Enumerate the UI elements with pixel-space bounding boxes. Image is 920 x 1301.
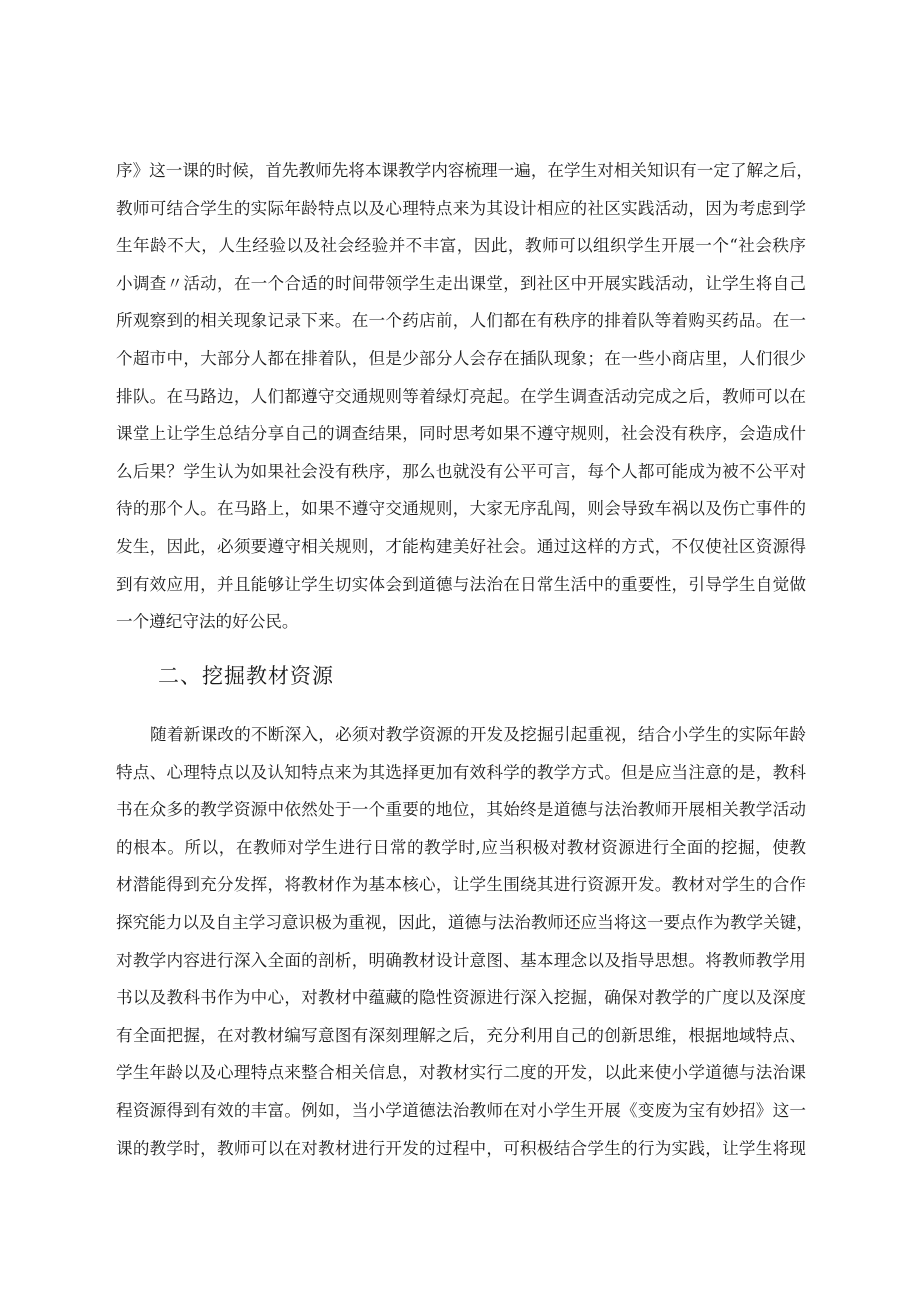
text-line: 书在众多的教学资源中依然处于一个重要的地位，其始终是道德与法治教师开展相关教学活动 (116, 800, 806, 820)
text-line: 课堂上让学生总结分享自己的调查结果，同时思考如果不遵守规则，社会没有秩序，会造成什 (116, 424, 806, 444)
text-line: 随着新课改的不断深入，必须对教学资源的开发及挖掘引起重视，结合小学生的实际年龄 (150, 725, 806, 744)
text-line: 生年龄不大，人生经验以及社会经验并不丰富，因此，教师可以组织学生开展一个“社会秩序 (116, 236, 806, 256)
text-line: 的根本。所以，在教师对学生进行日常的教学时,应当积极对教材资源进行全面的挖掘，使教 (116, 837, 806, 857)
text-line: 材潜能得到充分发挥，将教材作为基本核心，让学生围绕其进行资源开发。教材对学生的合作 (116, 875, 806, 895)
text-line: 学生年龄以及心理特点来整合相关信息，对教材实行二度的开发，以此来使小学道德与法治课 (116, 1063, 806, 1083)
section-heading: 二、挖掘教材资源 (158, 664, 334, 688)
text-line: 到有效应用，并且能够让学生切实体会到道德与法治在日常生活中的重要性，引导学生自觉做 (116, 574, 806, 594)
text-line: 教师可结合学生的实际年龄特点以及心理特点来为其设计相应的社区实践活动，因为考虑到学 (116, 198, 806, 218)
text-line: 排队。在马路边，人们都遵守交通规则等着绿灯亮起。在学生调查活动完成之后，教师可以在 (116, 386, 806, 406)
text-line: 程资源得到有效的丰富。例如，当小学道德法治教师在对小学生开展《变废为宝有妙招》这一 (116, 1100, 806, 1120)
text-line: 课的教学时，教师可以在对教材进行开发的过程中，可积极结合学生的行为实践，让学生将现 (116, 1138, 806, 1158)
text-line: 个超市中，大部分人都在排着队，但是少部分人会存在插队现象；在一些小商店里，人们很少 (116, 348, 806, 368)
text-line: 书以及教科书作为中心，对教材中蕴藏的隐性资源进行深入挖掘，确保对教学的广度以及深度 (116, 988, 806, 1008)
text-line: 么后果？学生认为如果社会没有秩序，那么也就没有公平可言，每个人都可能成为被不公平对 (116, 461, 806, 481)
text-line: 特点、心理特点以及认知特点来为其选择更加有效科学的教学方式。但是应当注意的是，教科 (116, 762, 806, 782)
text-line: 小调查〃活动，在一个合适的时间带领学生走出课堂，到社区中开展实践活动，让学生将自己 (116, 273, 806, 293)
text-line: 序》这一课的时候，首先教师先将本课教学内容梳理一遍，在学生对相关知识有一定了解之后， (116, 161, 813, 180)
text-line: 待的那个人。在马路上，如果不遵守交通规则，大家无序乱闯，则会导致车祸以及伤亡事件的 (116, 499, 806, 519)
text-line: 发生，因此，必须要遵守相关规则，才能构建美好社会。通过这样的方式，不仅使社区资源得 (116, 536, 806, 556)
paragraph-community-practice (116, 152, 813, 641)
text-line: 有全面把握，在对教材编写意图有深刻理解之后，充分利用自己的创新思维，根据地域特点、 (116, 1025, 806, 1045)
text-line: 探究能力以及自主学习意识极为重视，因此，道德与法治教师还应当将这一要点作为教学关键， (116, 912, 813, 932)
text-line: 对教学内容进行深入全面的剖析，明确教材设计意图、基本理念以及指导思想。将教师教学用 (116, 950, 806, 970)
text-line: 一个遵纪守法的好公民。 (116, 612, 299, 632)
text-line: 所观察到的相关现象记录下来。在一个药店前，人们都在有秩序的排着队等着购买药品。在一 (116, 311, 806, 331)
paragraph-textbook-resources (116, 716, 813, 1167)
